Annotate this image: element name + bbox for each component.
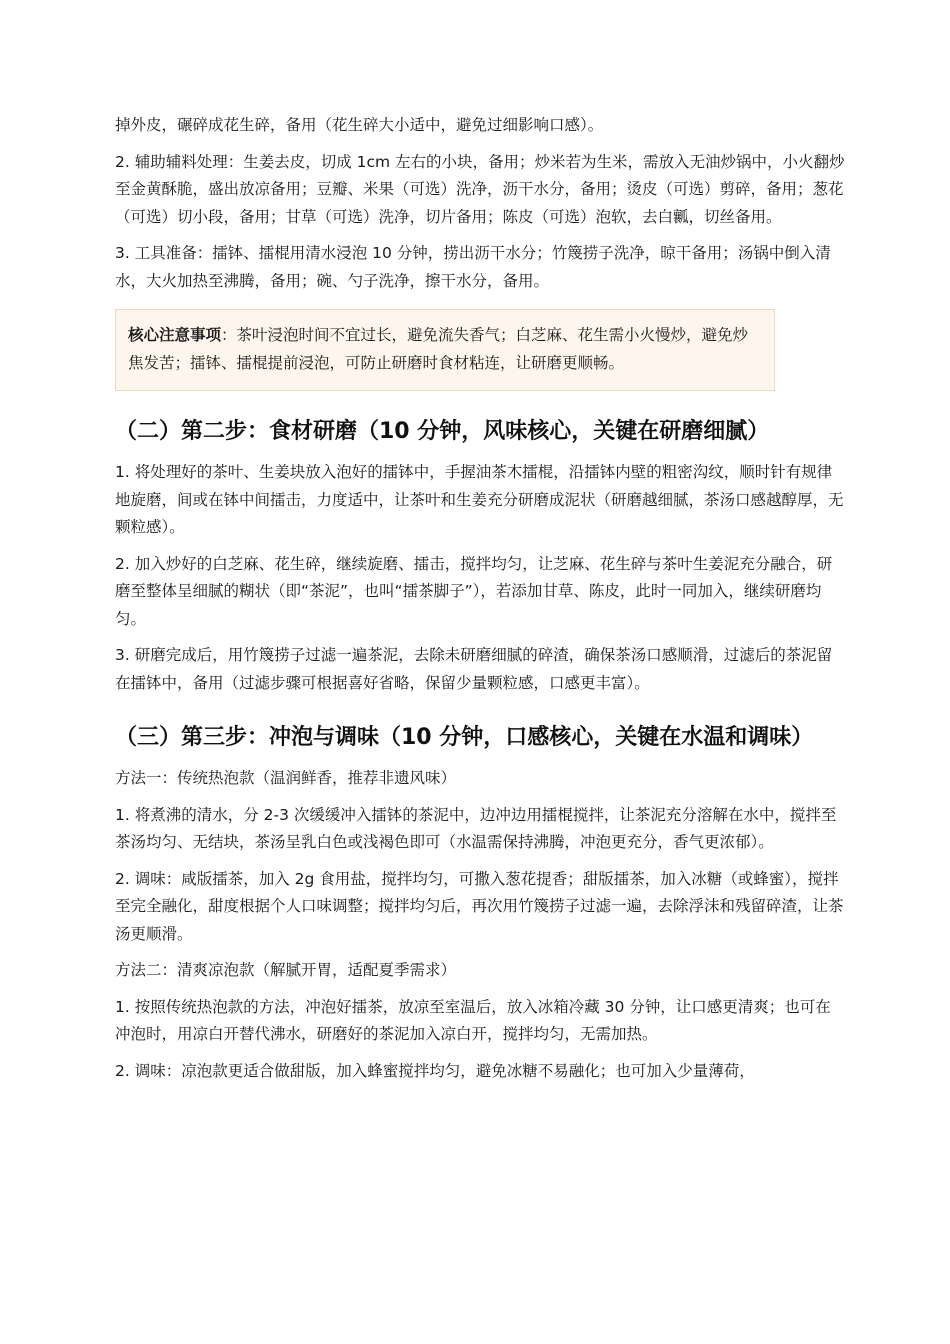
section-2-step-2: 2. 加入炒好的白芝麻、花生碎，继续旋磨、擂击，搅拌均匀，让芝麻、花生碎与茶叶生姜泥充分融合，研磨至整体呈细腻的糊状（即“茶泥”，也叫“擂茶脚子”），若添加甘草、陈皮，此时一同加入，继续研磨均匀。 [115, 554, 833, 628]
document-page [115, 112, 845, 1094]
paragraph-peanut-end: 掉外皮，碾碎成花生碎，备用（花生碎大小适中，避免过细影响口感）。 [115, 116, 604, 134]
core-notes-text [128, 322, 760, 377]
method-1-label: 方法一：传统热泡款（温润鲜香，推荐非遗风味） [115, 769, 457, 787]
section-2-step-3: 3. 研磨完成后，用竹篾捞子过滤一遍茶泥，去除未研磨细腻的碎渣，确保茶汤口感顺滑，过滤后的茶泥留在擂钵中，备用（过滤步骤可根据喜好省略，保留少量颗粒感，口感更丰富）。 [115, 646, 833, 692]
method-1-step-2: 2. 调味：咸版擂茶，加入 2g 食用盐，搅拌均匀，可撒入葱花提香；甜版擂茶，加入冰糖（或蜂蜜），搅拌至完全融化，甜度根据个人口味调整；搅拌均匀后，再次用竹篾捞子过滤一遍，去除浮沫和残留碎渣，让茶汤更顺滑。 [115, 869, 844, 943]
core-notes-box [115, 309, 775, 391]
paragraph-auxiliary-prep: 2. 辅助辅料处理：生姜去皮，切成 1cm 左右的小块，备用；炒米若为生米，需放入无油炒锅中，小火翻炒至金黄酥脆，盛出放凉备用；豆瓣、米果（可选）洗净，沥干水分，备用；烫皮（可选）剪碎，备用；葱花（可选）切小段，备用；甘草（可选）洗净，切片备用；陈皮（可选）泡软，去白瓤，切丝备用。 [115, 152, 845, 226]
method-2-step-2: 2. 调味：凉泡款更适合做甜版，加入蜂蜜搅拌均匀，避免冰糖不易融化；也可加入少量薄荷， [115, 1061, 755, 1080]
paragraph-tool-prep: 3. 工具准备：擂钵、擂棍用清水浸泡 10 分钟，捞出沥干水分；竹篾捞子洗净，晾干备用；汤锅中倒入清水，大火加热至沸腾，备用；碗、勺子洗净，擦干水分，备用。 [115, 244, 831, 290]
method-2-label: 方法二：清爽凉泡款（解腻开胃，适配夏季需求） [115, 961, 457, 979]
section-2-heading: （二）第二步：食材研磨（10 分钟，风味核心，关键在研磨细腻） [115, 419, 770, 444]
core-notes-label: 核心注意事项 [128, 326, 222, 344]
method-1-step-1: 1. 将煮沸的清水，分 2-3 次缓缓冲入擂钵的茶泥中，边冲边用擂棍搅拌，让茶泥充分溶解在水中，搅拌至茶汤均匀、无结块，茶汤呈乳白色或浅褐色即可（水温需保持沸腾，冲泡更充分，香气更浓郁）。 [115, 805, 837, 851]
method-2-step-1: 1. 按照传统热泡款的方法，冲泡好擂茶，放凉至室温后，放入冰箱冷藏 30 分钟，让口感更清爽；也可在冲泡时，用凉白开替代沸水，研磨好的茶泥加入凉白开，搅拌均匀，无需加热。 [115, 997, 831, 1043]
section-3-heading: （三）第三步：冲泡与调味（10 分钟，口感核心，关键在水温和调味） [115, 725, 814, 750]
section-2-step-1: 1. 将处理好的茶叶、生姜块放入泡好的擂钵中，手握油茶木擂棍，沿擂钵内壁的粗密沟纹，顺时针有规律地旋磨，间或在钵中间擂击，力度适中，让茶叶和生姜充分研磨成泥状（研磨越细腻，茶汤口感越醇厚，无颗粒感）。 [115, 463, 844, 536]
core-notes-body: ：茶叶浸泡时间不宜过长，避免流失香气；白芝麻、花生需小火慢炒，避免炒焦发苦；擂钵、擂棍提前浸泡，可防止研磨时食材粘连，让研磨更顺畅。 [128, 326, 749, 372]
